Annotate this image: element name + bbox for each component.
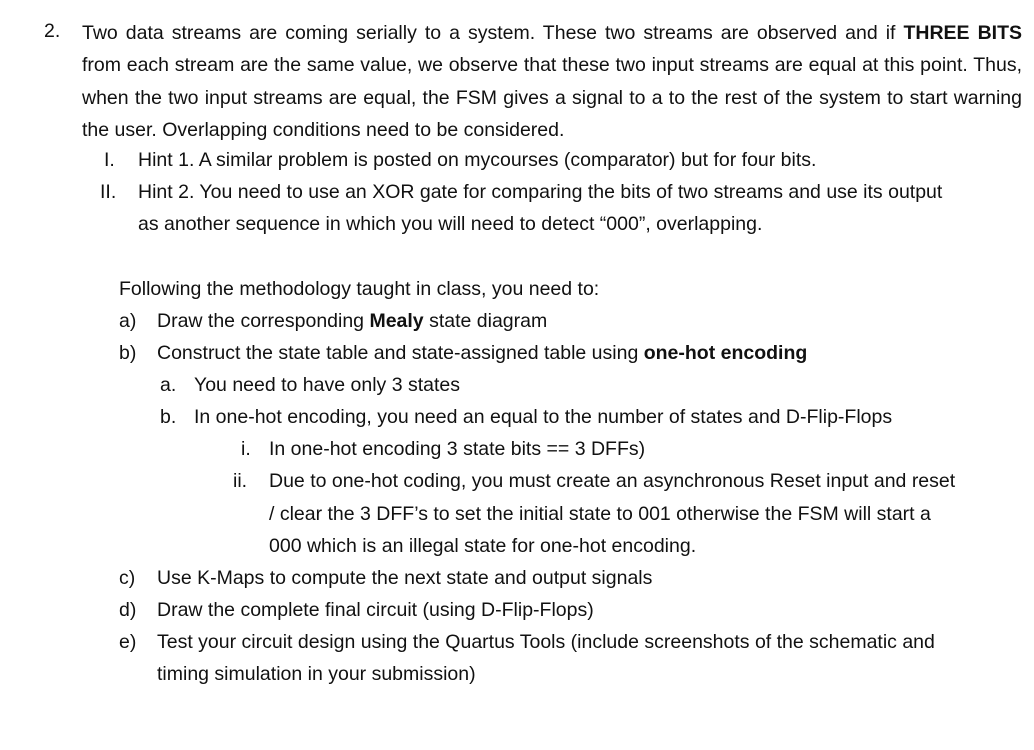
item-e-text-line-1: Test your circuit design using the Quartus Tools (include screenshots of the schematic and bbox=[157, 631, 935, 653]
paragraph-text-1: Two data streams are coming serially to a system. These two streams are observed and if bbox=[82, 22, 904, 44]
hint-1-text: Hint 1. A similar problem is posted on mycourses (comparator) but for four bits. bbox=[138, 149, 817, 171]
item-d-text: Draw the complete final circuit (using D-Flip-Flops) bbox=[157, 599, 594, 621]
item-b-sub-a-marker: a. bbox=[160, 374, 177, 396]
item-a-post: state diagram bbox=[423, 310, 548, 332]
item-i-text: In one-hot encoding 3 state bits == 3 DFFs) bbox=[269, 438, 646, 460]
instructions-intro: Following the methodology taught in class, you need to: bbox=[119, 278, 600, 300]
question-number: 2. bbox=[44, 20, 61, 42]
item-ii-text-line-2: / clear the 3 DFF’s to set the initial state to 001 otherwise the FSM will start a bbox=[269, 503, 931, 525]
item-b-sub-b-text: In one-hot encoding, you need an equal to the number of states and D-Flip-Flops bbox=[194, 406, 893, 428]
item-ii-text-line-3: 000 which is an illegal state for one-hot encoding. bbox=[269, 535, 697, 557]
item-b-sub-b-marker: b. bbox=[160, 406, 177, 428]
item-i-marker: i. bbox=[241, 438, 251, 460]
item-b-text bbox=[157, 342, 807, 365]
paragraph-text-2: from each stream are the same value, we observe that these two input streams are equal at this point. Thus, when the two input streams are equal, the FSM gives a signal to a to the rest of the system to start warning the user. Overlapping conditions need to be considered. bbox=[82, 54, 1022, 141]
item-b-pre: Construct the state table and state-assigned table using bbox=[157, 342, 644, 364]
item-b-marker: b) bbox=[119, 342, 137, 364]
item-ii-text-line-1: Due to one-hot coding, you must create an asynchronous Reset input and reset bbox=[269, 470, 956, 492]
hint-2-marker: II. bbox=[100, 181, 117, 203]
item-a-marker: a) bbox=[119, 310, 137, 332]
item-b-bold: one-hot encoding bbox=[643, 342, 808, 364]
hint-2-text-line-2: as another sequence in which you will need to detect “000”, overlapping. bbox=[138, 213, 763, 235]
item-e-marker: e) bbox=[119, 631, 137, 653]
item-a-bold: Mealy bbox=[369, 310, 424, 332]
item-ii-marker: ii. bbox=[233, 470, 248, 492]
paragraph-bold-three-bits: THREE BITS bbox=[903, 22, 1022, 44]
hint-2-text-line-1: Hint 2. You need to use an XOR gate for comparing the bits of two streams and use its output bbox=[138, 181, 943, 203]
item-c-text: Use K-Maps to compute the next state and output signals bbox=[157, 567, 653, 589]
item-c-marker: c) bbox=[119, 567, 136, 589]
hint-1-marker: I. bbox=[104, 149, 115, 171]
question-paragraph bbox=[82, 17, 1022, 146]
item-a-text bbox=[157, 310, 547, 333]
item-d-marker: d) bbox=[119, 599, 137, 621]
item-a-pre: Draw the corresponding bbox=[157, 310, 370, 332]
item-e-text-line-2: timing simulation in your submission) bbox=[157, 663, 476, 685]
item-b-sub-a-text: You need to have only 3 states bbox=[194, 374, 460, 396]
